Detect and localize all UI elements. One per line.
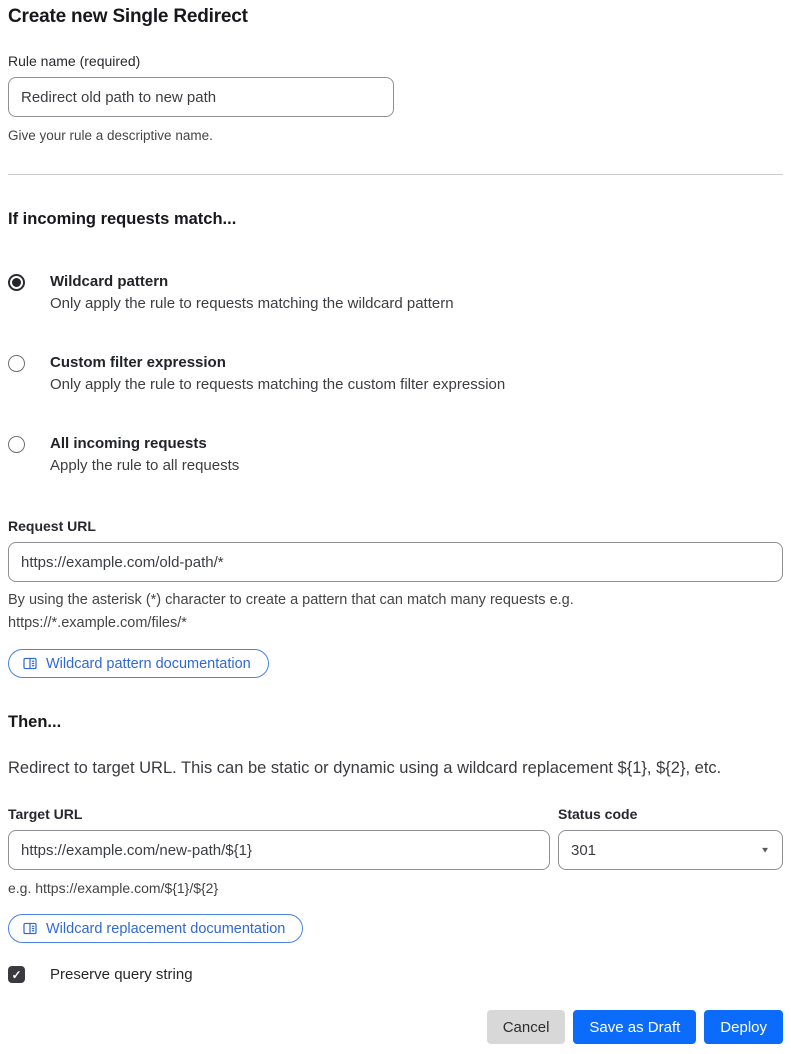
radio-option-custom-filter-expression[interactable]	[8, 354, 783, 393]
radio-button-icon[interactable]	[8, 274, 25, 291]
cancel-button[interactable]: Cancel	[487, 1010, 566, 1044]
deploy-button[interactable]: Deploy	[704, 1010, 783, 1044]
request-url-helper-line1: By using the asterisk (*) character to create a pattern that can match many requests e.g.	[8, 592, 574, 608]
wildcard-replacement-docs-button[interactable]	[8, 914, 303, 943]
open-book-icon	[22, 921, 38, 936]
radio-button-icon[interactable]	[8, 436, 25, 453]
request-url-helper	[8, 589, 783, 635]
open-book-icon	[22, 656, 38, 671]
checkbox-checked-icon[interactable]: ✓	[8, 966, 25, 983]
wildcard-replacement-docs-label: Wildcard replacement documentation	[46, 920, 286, 937]
target-url-helper: e.g. https://example.com/${1}/${2}	[8, 880, 219, 896]
target-url-label: Target URL	[8, 806, 83, 822]
status-code-select[interactable]	[558, 830, 783, 870]
chevron-down-icon: ▼	[760, 845, 770, 855]
then-description: Redirect to target URL. This can be static or dynamic using a wildcard replacement ${1}, ${2}, etc.	[8, 759, 722, 777]
rule-name-input[interactable]	[8, 77, 394, 117]
target-url-column	[8, 806, 550, 900]
request-url-helper-line2: https://*.example.com/files/*	[8, 615, 187, 631]
section-divider	[8, 174, 783, 175]
footer-actions	[8, 1010, 783, 1044]
page-title: Create new Single Redirect	[8, 6, 248, 27]
request-url-input[interactable]	[8, 542, 783, 582]
radio-option-label: Wildcard pattern	[50, 273, 169, 290]
radio-option-description: Only apply the rule to requests matching the wildcard pattern	[50, 295, 454, 312]
radio-option-label: Custom filter expression	[50, 354, 226, 371]
radio-option-label: All incoming requests	[50, 435, 207, 452]
status-code-value: 301	[571, 841, 597, 859]
wildcard-pattern-docs-label: Wildcard pattern documentation	[46, 655, 251, 672]
request-url-block	[8, 518, 783, 678]
radio-option-wildcard-pattern[interactable]	[8, 273, 783, 312]
match-type-radio-group	[8, 273, 783, 474]
radio-option-description: Apply the rule to all requests	[50, 457, 240, 474]
rule-name-label: Rule name (required)	[8, 53, 141, 69]
radio-button-icon[interactable]	[8, 355, 25, 372]
preserve-query-string-row[interactable]	[8, 966, 783, 983]
preserve-query-string-label: Preserve query string	[50, 966, 193, 983]
save-as-draft-button[interactable]: Save as Draft	[573, 1010, 696, 1044]
wildcard-pattern-docs-button[interactable]	[8, 649, 269, 678]
status-code-label: Status code	[558, 806, 638, 822]
radio-option-all-incoming-requests[interactable]	[8, 435, 783, 474]
rule-name-helper: Give your rule a descriptive name.	[8, 128, 213, 143]
match-section-heading: If incoming requests match...	[8, 210, 237, 228]
radio-option-description: Only apply the rule to requests matching the custom filter expression	[50, 376, 506, 393]
target-url-row	[8, 806, 783, 900]
request-url-label: Request URL	[8, 518, 96, 534]
then-section-heading: Then...	[8, 713, 62, 731]
target-url-input[interactable]	[8, 830, 550, 870]
status-code-column	[558, 806, 783, 900]
